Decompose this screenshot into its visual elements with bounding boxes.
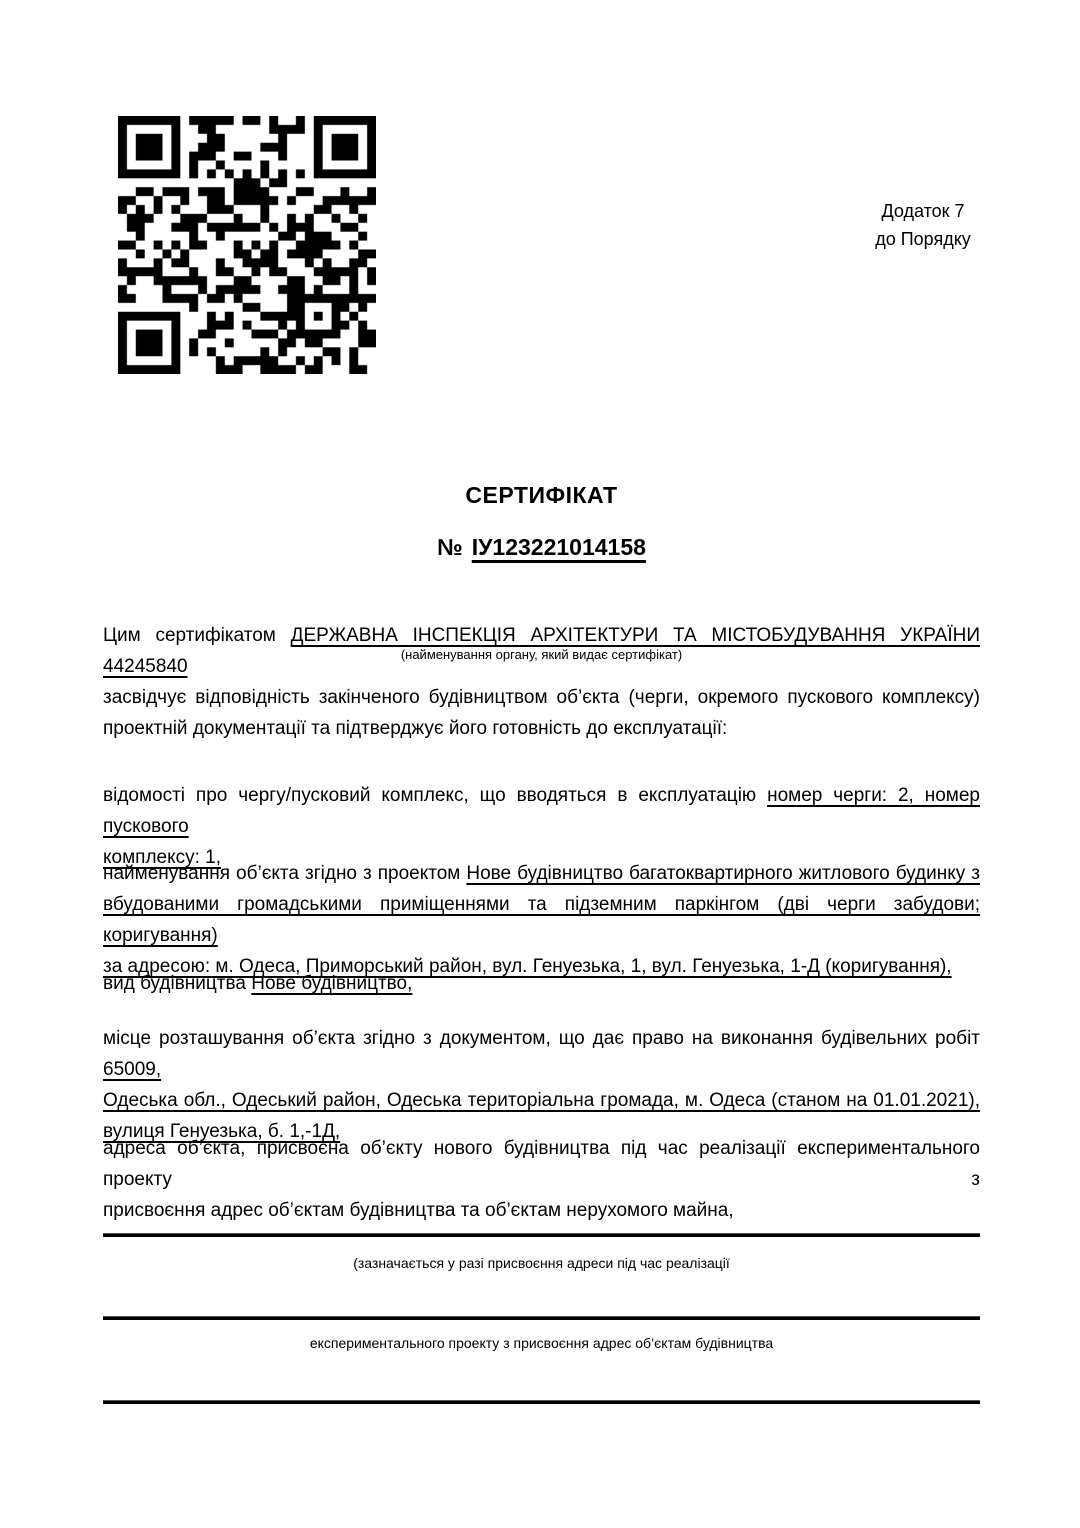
underlined-value: вулиця Генуезька, б. 1,-1Д,	[103, 1121, 341, 1142]
text-line	[103, 1023, 980, 1085]
text-segment: проектній документації та підтверджує його готовність до експлуатації:	[103, 718, 728, 739]
text-segment: місце розташування об’єкта згідно з документом, що дає право на виконання будівельних робіт	[103, 1028, 980, 1049]
annex-line-1: Додаток 7	[881, 201, 965, 221]
text-line	[103, 889, 980, 951]
form-line-1	[103, 1233, 980, 1237]
underlined-value: Нове будівництво,	[251, 973, 413, 994]
text-line	[103, 1133, 980, 1195]
text-segment: адреса об’єкта, присвоєна об’єкту нового будівництва під час реалізації експериментального проекту з	[103, 1138, 980, 1190]
underlined-value: за адресою: м. Одеса, Приморський район, вул. Генуезька, 1, вул. Генуезька, 1-Д (коригування),	[103, 956, 952, 977]
paragraph-attestation	[103, 682, 980, 744]
text-line	[103, 780, 980, 842]
paragraph-construction-type	[103, 968, 980, 999]
text-segment: присвоєння адрес об’єктам будівництва та об’єктам нерухомого майна,	[103, 1200, 734, 1221]
certificate-number-prefix: №	[437, 534, 463, 560]
text-line	[103, 682, 980, 713]
text-segment: вид будівництва	[103, 973, 252, 994]
text-line	[103, 858, 980, 889]
underlined-value: Одеська обл., Одеський район, Одеська територіальна громада, м. Одеса (станом на 01.01.2021),	[103, 1090, 980, 1111]
issuer-caption: (найменування органу, який видає сертифікат)	[400, 647, 683, 662]
underlined-value: ДЕРЖАВНА ІНСПЕКЦІЯ АРХІТЕКТУРИ ТА МІСТОБУДУВАННЯ УКРАЇНИ 44245840	[103, 625, 981, 677]
document-title: СЕРТИФІКАТ	[465, 482, 618, 508]
form-line-2	[103, 1316, 980, 1320]
paragraph-address	[103, 1133, 980, 1226]
underlined-value: 65009,	[103, 1059, 162, 1080]
footer-caption-line-2: експериментального проекту з присвоєння адрес об’єктам будівництва	[309, 1335, 774, 1351]
text-segment: Цим сертифікатом	[103, 625, 291, 646]
paragraph-location	[103, 1023, 980, 1147]
underlined-value: комплексу: 1,	[103, 847, 222, 868]
text-line	[103, 1195, 980, 1226]
annex-line-2: до Порядку	[875, 229, 971, 249]
text-segment: засвідчує відповідність закінченого будівництвом об’єкта (черги, окремого пускового комплексу)	[103, 687, 980, 708]
text-line	[103, 968, 980, 999]
underlined-value: номер черги: 2, номер пускового	[103, 785, 980, 837]
text-line	[103, 1085, 980, 1116]
underlined-value: Нове будівництво багатоквартирного житлового будинку з	[466, 863, 980, 884]
text-segment: найменування об’єкта згідно з проектом	[103, 863, 467, 884]
text-line	[103, 713, 980, 744]
underlined-value: вбудованими громадськими приміщеннями та підземним паркінгом (дві черги забудови; коригування)	[103, 894, 980, 946]
paragraph-object-name	[103, 858, 980, 982]
certificate-number-value: ІУ123221014158	[471, 534, 646, 560]
text-segment: відомості про чергу/пусковий комплекс, що вводяться в експлуатацію	[103, 785, 768, 806]
footer-caption-line-1: (зазначається у разі присвоєння адреси під час реалізації	[353, 1255, 730, 1271]
form-line-3	[103, 1400, 980, 1404]
document-body	[103, 0, 980, 1528]
